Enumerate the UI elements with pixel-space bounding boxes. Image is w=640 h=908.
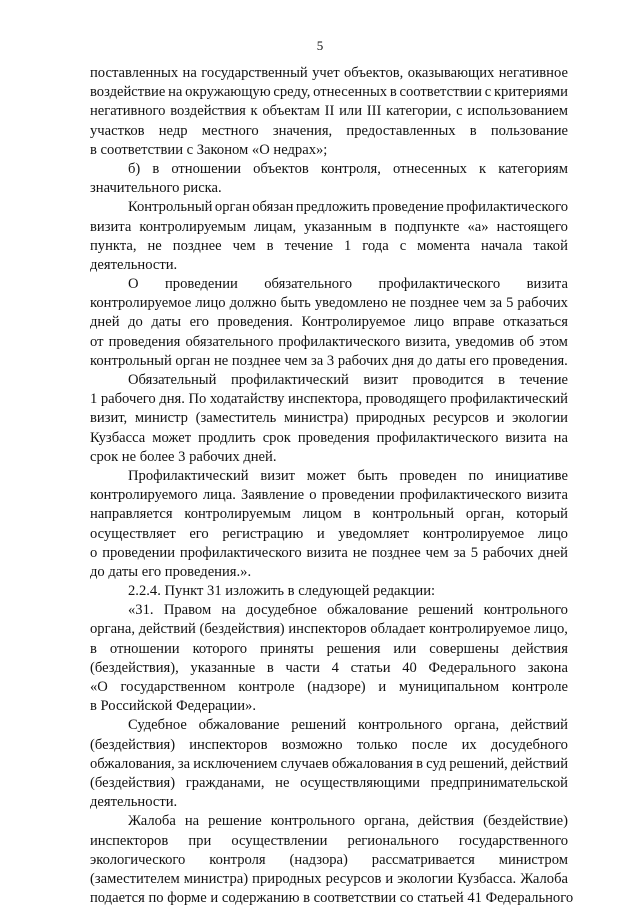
paragraph-p1 [90,64,568,160]
text-line: воздействие на окружающую среду, отнесенных в соответствии с критериями [90,84,568,101]
text-line: срок не более 3 рабочих дней. [90,448,277,465]
paragraph-p6 [90,467,568,582]
text-line: экологического контроля (надзора) рассматривается министром [90,851,568,868]
text-line: (бездействия) инспекторов возможно только после их досудебного [90,736,568,753]
text-line: контролируемое лицо должно быть уведомлено не позднее чем за 5 рабочих [90,295,568,312]
text-line: «31. Правом на досудебное обжалование решений контрольного [128,602,568,619]
paragraph-p5 [90,371,568,467]
text-line: инспекторов при осуществлении регионального государственного [90,832,568,849]
text-line: б) в отношении объектов контроля, отнесенных к категориям [128,160,568,177]
text-line: обжалования, за исключением случаев обжалования в суд решений, действий [90,755,568,772]
text-line: деятельности. [90,256,178,273]
text-line: пункта, не позднее чем в течение 1 года с момента начала такой [90,237,568,254]
text-line: негативного воздействия к объектам II или III категории, с использованием [90,103,568,120]
text-line: участков недр местного значения, предоставленных в пользование [90,122,568,139]
text-line: до даты его проведения.». [90,563,252,580]
text-line: деятельности. [90,794,178,811]
text-line: 2.2.4. Пункт 31 изложить в следующей редакции: [128,583,436,600]
text-line: О проведении обязательного профилактического визита [128,276,568,293]
document-body [90,64,574,908]
text-line: (заместителем министра) природных ресурсов и экологии Кузбасса. Жалоба [90,870,568,887]
text-line: контрольный орган не позднее чем за 3 рабочих дня до даты его проведения. [90,352,568,369]
text-line: поставленных на государственный учет объектов, оказывающих негативное [90,65,568,81]
text-line: «О государственном контроле (надзоре) и муниципальном контроле [90,679,568,695]
text-line: в отношении которого приняты решения или совершены действия [90,640,568,657]
paragraph-p3 [90,198,568,275]
text-line: о проведении профилактического визита не позднее чем за 5 рабочих дней [90,544,568,561]
paragraph-p7 [90,582,568,601]
text-line: подается по форме и содержанию в соответствии со статьей 41 Федерального [90,890,574,907]
text-line: направляется контролируемым лицом в контрольный орган, который [90,506,568,523]
text-line: в Российской Федерации». [90,698,256,715]
text-line: в соответствии с Законом «О недрах»; [90,141,328,158]
text-line: Кузбасса может продлить срок проведения профилактического визита на [90,429,568,446]
text-line: Жалоба на решение контрольного органа, действия (бездействие) [128,813,568,830]
text-line: визита контролируемым лицам, указанным в подпункте «а» настоящего [90,218,568,235]
paragraph-p2 [90,160,568,198]
text-line: от проведения обязательного профилактического визита, уведомив об этом [90,333,568,350]
text-line: дней до даты его проведения. Контролируемое лицо вправе отказаться [90,314,568,331]
text-line: Обязательный профилактический визит проводится в течение [128,372,568,388]
text-line: Судебное обжалование решений контрольного органа, действий [128,717,568,734]
page-number: 5 [316,38,324,53]
text-line: (бездействия), указанные в части 4 статьи 40 Федерального закона [90,659,568,676]
paragraph-p10 [90,812,574,908]
paragraph-p9 [90,716,568,812]
text-line: Контрольный орган обязан предложить проведение профилактического [128,199,568,216]
text-line: (бездействия) гражданами, не осуществляющими предпринимательской [90,774,568,791]
paragraph-p4 [90,275,568,371]
paragraph-p8 [90,601,568,716]
text-line: контролируемого лица. Заявление о проведении профилактического визита [90,487,568,504]
text-line: Профилактический визит может быть проведен по инициативе [128,467,568,484]
text-line: визит, министр (заместитель министра) природных ресурсов и экологии [90,410,568,427]
text-line: значительного риска. [90,180,222,197]
text-line: осуществляет его регистрацию и уведомляет контролируемое лицо [90,525,568,542]
text-line: органа, действий (бездействия) инспекторов обладает контролируемое лицо, [90,621,568,638]
text-line: 1 рабочего дня. По ходатайству инспектора, проводящего профилактический [90,391,568,408]
